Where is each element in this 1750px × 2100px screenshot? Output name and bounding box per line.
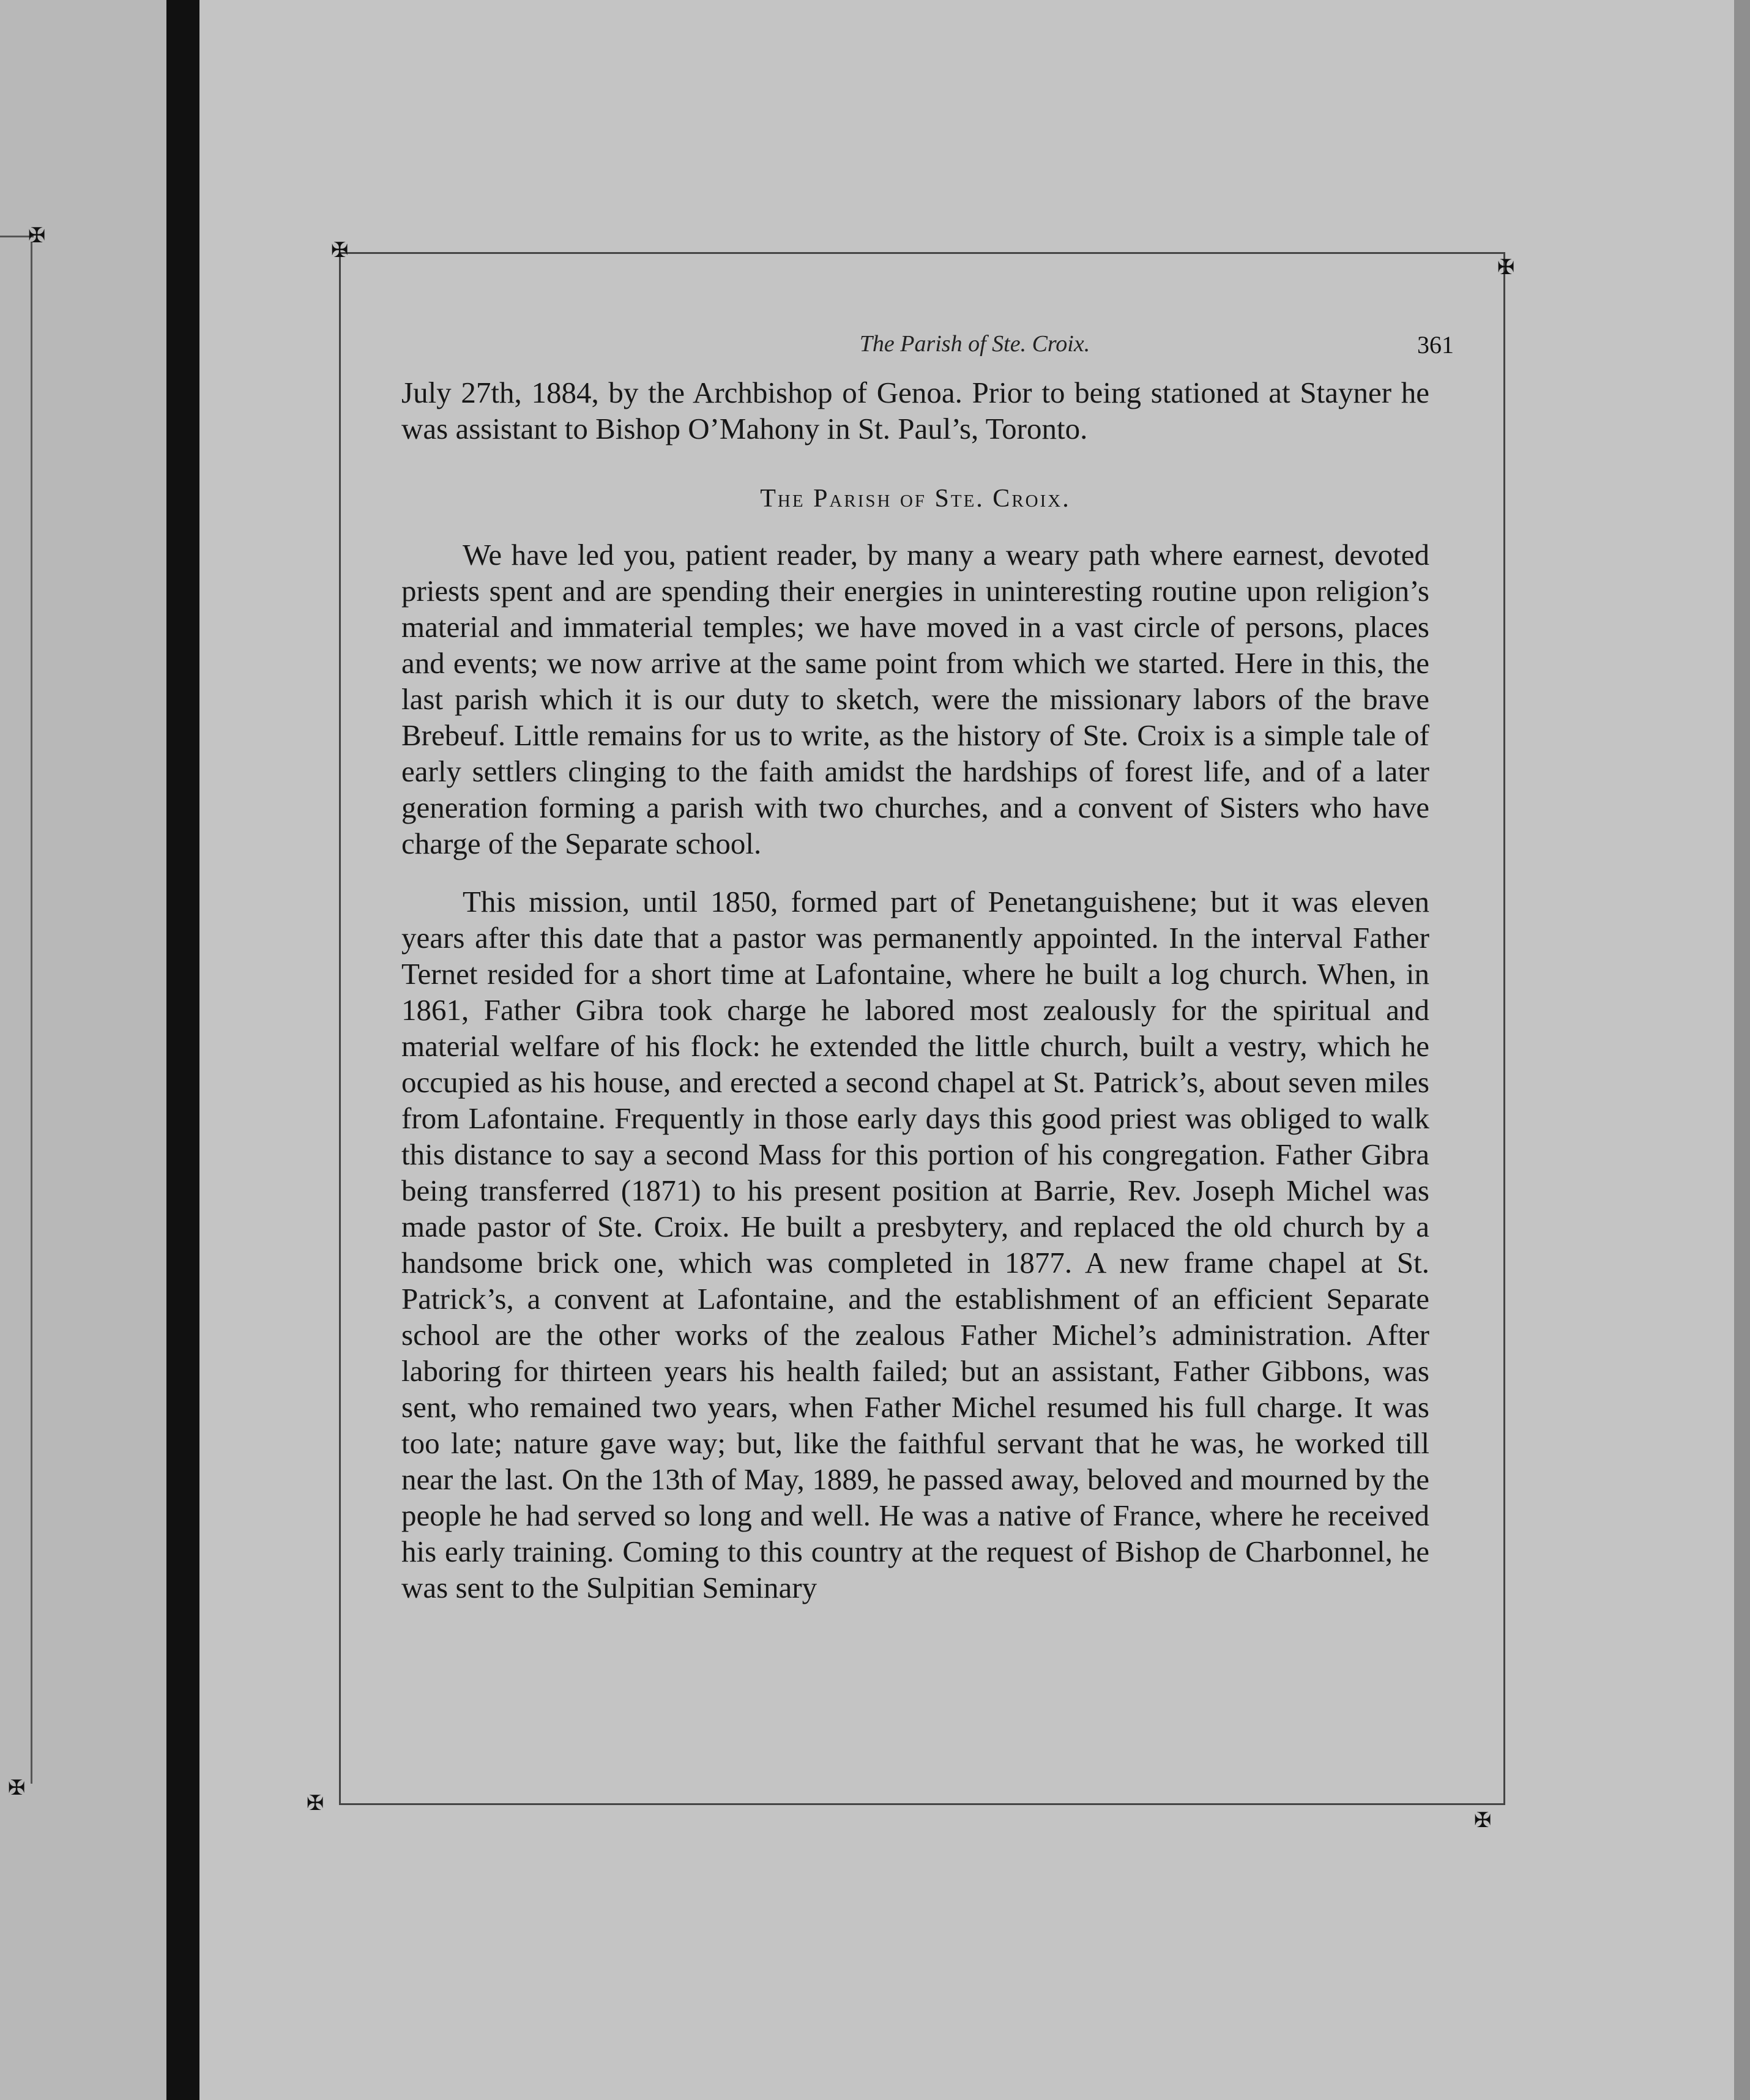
maltese-cross-icon: ✠ — [330, 238, 349, 262]
page-number: 361 — [1417, 331, 1454, 359]
book-page — [199, 0, 1750, 2100]
facing-page-frame-line — [31, 242, 32, 1784]
paragraph: This mission, until 1850, formed part of Penetanguishene; but it was eleven years after this date that a pastor was permanently appointed. In the interval Father Ternet resided for a short time at Lafontaine, where he built a log church. When, in 1861, Father Gibra took charge he labored most zealously for the spiritual and material welfare of his flock: he extended the little church, built a vestry, which he occupied as his house, and erected a second chapel at St. Patrick’s, about seven miles from Lafontaine. Frequently in those early days this good priest was obliged to walk this distance to say a second Mass for this portion of his congregation. Father Gibra being transferred (1871) to his present position at Barrie, Rev. Joseph Michel was made pastor of Ste. Croix. He built a presbytery, and replaced the old church by a handsome brick one, which was completed in 1877. A new frame chapel at St. Patrick’s, a convent at Lafontaine, and the establishment of an efficient Separate school are the other works of the zealous Father Michel’s administration. After laboring for thirteen years his health failed; but an assistant, Father Gibbons, was sent, who remained two years, when Father Michel resumed his full charge. It was too late; nature gave way; but, like the faithful servant that he was, he worked till near the last. On the 13th of May, 1889, he passed away, beloved and mourned by the people he had served so long and well. He was a native of France, where he received his early training. Coming to this country at the request of Bishop de Charbonnel, he was sent to the Sulpitian Seminary — [401, 885, 1429, 1604]
paragraph: We have led you, patient reader, by many a weary path where earnest, devoted priests spent and are spending their energies in uninteresting routine upon religion’s material and immaterial temples; we have moved in a vast circle of persons, places and events; we now arrive at the same point from which we started. Here in this, the last parish which it is our duty to sketch, were the missionary labors of the brave Brebeuf. Little remains for us to write, as the history of Ste. Croix is a simple tale of early settlers clinging to the faith amidst the hardships of forest life, and of a later generation forming a parish with two churches, and a convent of Sisters who have charge of the Separate school. — [401, 538, 1429, 860]
maltese-cross-icon: ✠ — [1473, 1808, 1492, 1833]
maltese-cross-icon: ✠ — [28, 223, 46, 248]
opening-paragraph: July 27th, 1884, by the Archbishop of Genoa. Prior to being stationed at Stayner he was assistant to Bishop O’Mahony in St. Paul’s, Toronto. — [401, 376, 1429, 445]
running-head: The Parish of Ste. Croix. — [859, 331, 1090, 357]
facing-page-fragment — [0, 0, 166, 2100]
book-gutter — [166, 0, 199, 2100]
page-edge — [1734, 0, 1750, 2100]
section-title: The Parish of Ste. Croix. — [760, 485, 1071, 513]
maltese-cross-icon: ✠ — [7, 1776, 26, 1800]
maltese-cross-icon: ✠ — [1497, 255, 1515, 280]
body-text — [401, 374, 1429, 1606]
maltese-cross-icon: ✠ — [306, 1791, 324, 1815]
